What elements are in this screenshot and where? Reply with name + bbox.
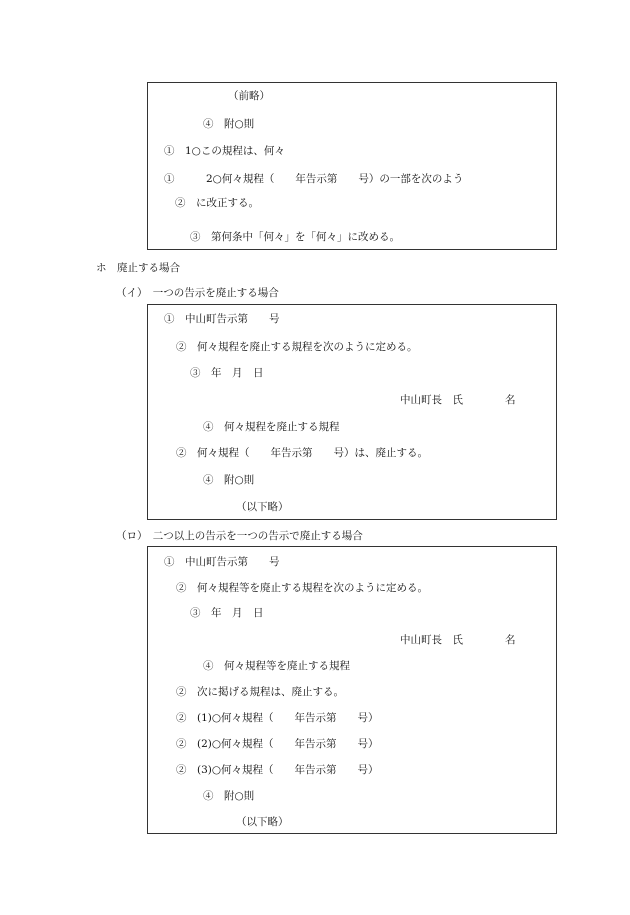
box2-date: ③ 年 月 日 [190, 367, 264, 379]
heading-repeal-cases: ホ 廃止する場合 [96, 262, 180, 274]
box2-mayor-signature: 中山町長 氏 名 [400, 394, 516, 406]
box1-preamble: （前略） [228, 90, 270, 102]
box2-repeal-clause: ② 何々規程（ 年告示第 号）は、廃止する。 [176, 447, 428, 459]
box3-rule-title: ④ 何々規程等を廃止する規程 [203, 660, 350, 672]
box3-omitted: （以下略） [236, 816, 289, 828]
amendment-example-box [147, 82, 557, 250]
box2-notice-number: ① 中山町告示第 号 [164, 313, 280, 325]
box2-omitted: （以下略） [236, 501, 289, 513]
box3-item-3: ② (3)○何々規程（ 年告示第 号） [176, 764, 379, 776]
box3-date: ③ 年 月 日 [190, 607, 264, 619]
heading-multiple-repeal: （ロ） 二つ以上の告示を一つの告示で廃止する場合 [116, 530, 363, 542]
box1-supplementary-heading: ④ 附○則 [203, 118, 255, 130]
box3-item-1: ② (1)○何々規程（ 年告示第 号） [176, 712, 379, 724]
box3-mayor-signature: 中山町長 氏 名 [400, 634, 516, 646]
box3-supplementary-heading: ④ 附○則 [203, 790, 255, 802]
box2-supplementary-heading: ④ 附○則 [203, 474, 255, 486]
box3-notice-number: ① 中山町告示第 号 [164, 556, 280, 568]
box1-clause-1: ① 1○この規程は、何々 [164, 145, 285, 157]
box1-clause-2: ① 2○何々規程（ 年告示第 号）の一部を次のよう [164, 173, 464, 185]
box2-enactment: ② 何々規程を廃止する規程を次のように定める。 [176, 341, 418, 353]
box3-enactment: ② 何々規程等を廃止する規程を次のように定める。 [176, 582, 428, 594]
box1-amendment-line: ③ 第何条中「何々」を「何々」に改める。 [190, 231, 400, 243]
box3-repeal-clause: ② 次に掲げる規程は、廃止する。 [176, 686, 344, 698]
heading-single-repeal: （イ） 一つの告示を廃止する場合 [116, 287, 279, 299]
single-repeal-box [147, 304, 557, 520]
box2-rule-title: ④ 何々規程を廃止する規程 [203, 421, 340, 433]
box1-clause-2-cont: ② に改正する。 [175, 197, 259, 209]
box3-item-2: ② (2)○何々規程（ 年告示第 号） [176, 738, 379, 750]
